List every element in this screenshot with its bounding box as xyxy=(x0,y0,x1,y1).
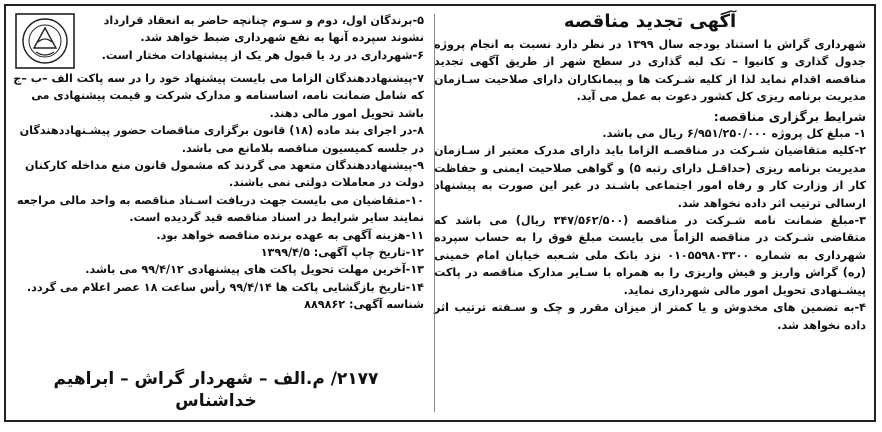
notice-title: آگهی تجدید مناقصه xyxy=(563,11,737,32)
right-column xyxy=(434,10,866,416)
left-top-items xyxy=(82,12,424,64)
signature-line: ۲۱۷۷/ م.الف – شهردار گراش – ابراهیم خداشناس xyxy=(53,369,379,411)
left-top-block xyxy=(12,12,424,70)
notice-id: شناسه آگهی: ۸۸۹۸۶۲ xyxy=(304,298,424,312)
condition-item: ۹-پیشنهاددهندگان متعهد می گردند که مشمول قانون منع مداخله کارکنان دولت در معاملات دولتی نمی باشند. xyxy=(25,159,424,190)
condition-item: ۱۳-آخرین مهلت تحویل پاکت های پیشنهادی ۹۹/۴/۱۲ می باشد. xyxy=(85,263,424,277)
condition-item: ۱۱-هزینه آگهی به عهده برنده مناقصه خواهد بود. xyxy=(156,228,424,242)
condition-item: ۱۴-تاریخ بازگشایی پاکت ها ۹۹/۴/۱۴ رأس ساعت ۱۸ عصر اعلام می گردد. xyxy=(26,280,424,294)
condition-item: ۱۲-تاریخ چاپ آگهی: ۱۳۹۹/۴/۵ xyxy=(260,246,424,260)
column-divider xyxy=(434,14,435,412)
condition-item: ۲-کلیه متقاضیان شـرکت در مناقصـه الزاما باید دارای مدرک معتبر از سـازمان مدیریت برنامه ریزی (حداقـل دارای رتبه ۵) و گواهی صلاحیت ایمنی و حفاظت کار از وزارت کار و رفاه امور اجتماعی باشـند در غیر این صورت به پیشنهاد ارسالی ترتیب اثر داده نخواهد شد. xyxy=(434,144,867,210)
condition-item: ۱- مبلغ کل پروژه ۶/۹۵۱/۲۵۰/۰۰۰ ریال می باشد. xyxy=(602,127,866,141)
left-column xyxy=(12,12,424,416)
condition-item: ۷-پیشنهاددهندگان الزاما می بایست پیشنهاد خود را در سه پاکت الف –ب –ج که شامل ضمانت نامه، اساسنامه و مدارک شرکت و قیمت پیشنهادی می باشد تحویل امور مالی دهند. xyxy=(13,72,424,120)
condition-item: ۵-برندگان اول، دوم و سـوم چنانچه حاضر به انعقاد قرارداد نشوند سپرده آنها به نفع شهرداری ضبط خواهد شد. xyxy=(103,14,424,45)
condition-item: ۴-به تضمین های مخدوش و یا کمتر از میزان مقرر و چک و سـفته ترتیب اثر داده نخواهد شد. xyxy=(434,301,866,332)
notice-intro: شهرداری گراش با استناد بودجه سال ۱۳۹۹ در نظر دارد نسبت به انجام پروژه جدول گذاری و کانیوا – تک لبه گذاری در سطح شهر از طریق آگهی تجدید مناقصه اقدام نماید لذا از کلیه شـرکت ها و پیمانکاران دارای صلاحیت سـازمان مدیریت برنامه ریزی کل کشور دعوت به عمل می آید. xyxy=(434,38,866,104)
condition-item: ۶-شهرداری در رد یا قبول هر یک از پیشنهادات مختار است. xyxy=(101,48,424,62)
condition-item: ۸-در اجرای بند ماده (۱۸) قانون برگزاری مناقصات حضور پیشـنهاددهندگان در جلسه کمیسیون مناقصه بلامانع می باشد. xyxy=(19,124,424,155)
condition-item: ۳-مبلغ ضمانت نامه شـرکت در مناقصه (۳۴۷/۵۶۲/۵۰۰ ریال) می باشد که متقاضی شـرکت در مناقصه الزاماً می بایست مبلغ فوق را به حساب سپرده شهرداری به شماره ۰۱۰۵۵۹۸۰۳۳۰۰ نزد بانک ملی شـعبه خیابان امام خمینی (ره) گراش واریز و فیش واریزی را به همراه با سـایر مدارک مناقصه در پاکت پیشـنهادی تحویل امور مالی شهرداری نماید. xyxy=(434,214,866,297)
notice-page xyxy=(4,4,876,422)
condition-item: ۱۰-متقاضیان می بایست جهت دریافت اسـناد مناقصه به واحد مالی مراجعه نمایند سایر شرایط در اسناد مناقصه قید گردیده است. xyxy=(16,193,424,225)
conditions-heading: شرایط برگزاری مناقصه: xyxy=(713,108,866,124)
municipality-seal-icon xyxy=(14,12,76,70)
